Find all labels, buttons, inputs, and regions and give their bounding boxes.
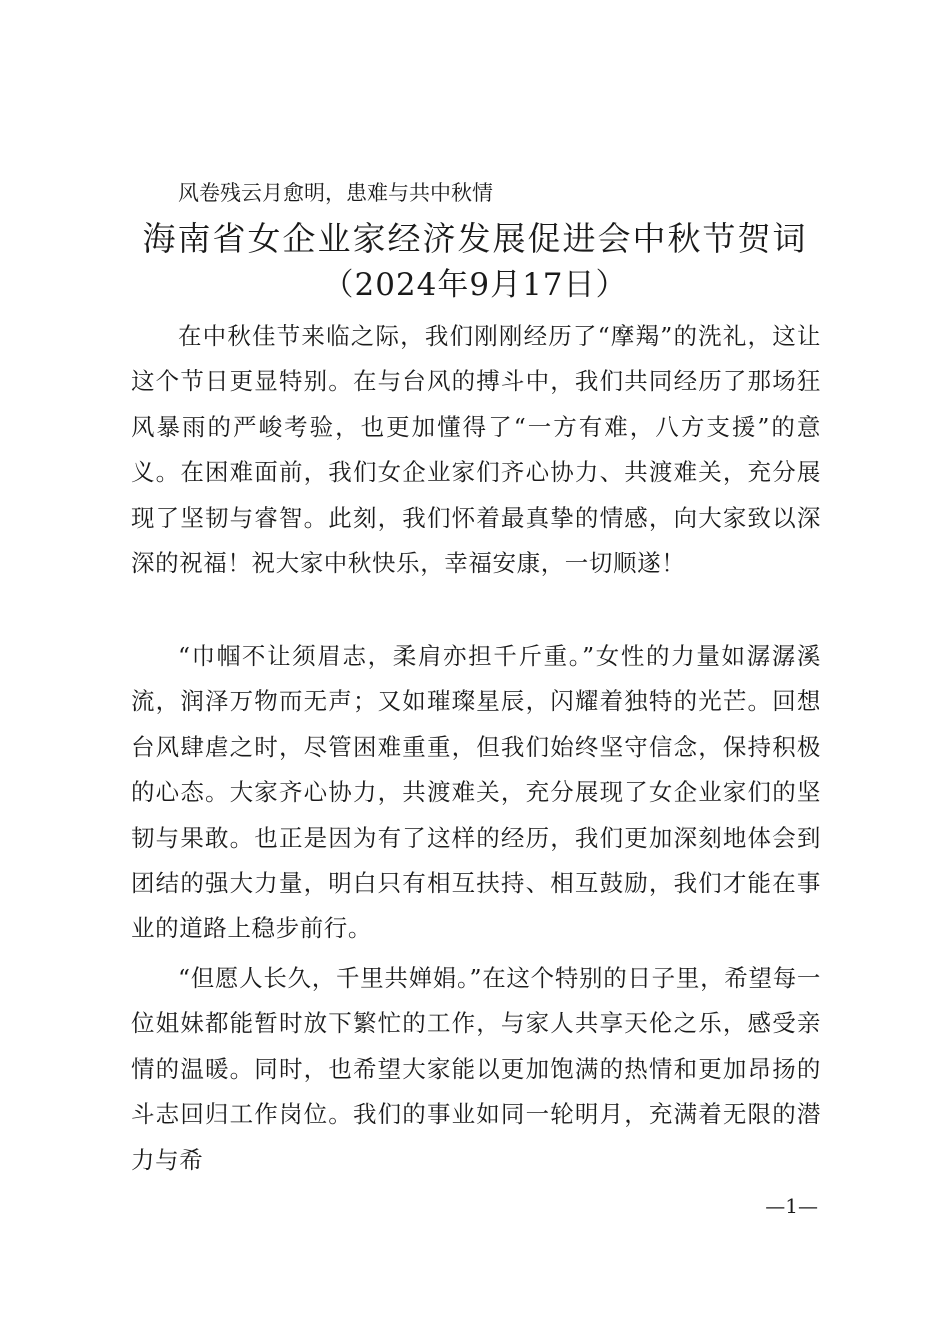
document-title: 海南省女企业家经济发展促进会中秋节贺词: [142, 219, 808, 258]
page-number: —1—: [765, 1194, 818, 1218]
paragraph-3: “但愿人长久，千里共婵娟。”在这个特别的日子里，希望每一位姐妹都能暂时放下繁忙的工作，与家人共享天伦之乐，感受亲情的温暖。同时，也希望大家能以更加饱满的热情和更加昂扬的斗志回归工作岗位。我们的事业如同一轮明月，充满着无限的潜力与希: [131, 964, 821, 1174]
document-subtitle: 风卷残云月愈明，患难与共中秋情: [178, 181, 493, 205]
paragraph-1: 在中秋佳节来临之际，我们刚刚经历了“摩羯”的洗礼，这让这个节日更显特别。在与台风的搏斗中，我们共同经历了那场狂风暴雨的严峻考验，也更加懂得了“一方有难，八方支援”的意义。在困难面前，我们女企业家们齐心协力、共渡难关，充分展现了坚韧与睿智。此刻，我们怀着最真挚的情感，向大家致以深深的祝福！祝大家中秋快乐，幸福安康，一切顺遂！: [131, 322, 821, 578]
document-date: （2024年9月17日）: [322, 267, 628, 303]
paragraph-2: “巾帼不让须眉志，柔肩亦担千斤重。”女性的力量如潺潺溪流，润泽万物而无声；又如璀璨星辰，闪耀着独特的光芒。回想台风肆虐之时，尽管困难重重，但我们始终坚守信念，保持积极的心态。大家齐心协力，共渡难关，充分展现了女企业家们的坚韧与果敢。也正是因为有了这样的经历，我们更加深刻地体会到团结的强大力量，明白只有相互扶持、相互鼓励，我们才能在事业的道路上稳步前行。: [131, 642, 821, 943]
